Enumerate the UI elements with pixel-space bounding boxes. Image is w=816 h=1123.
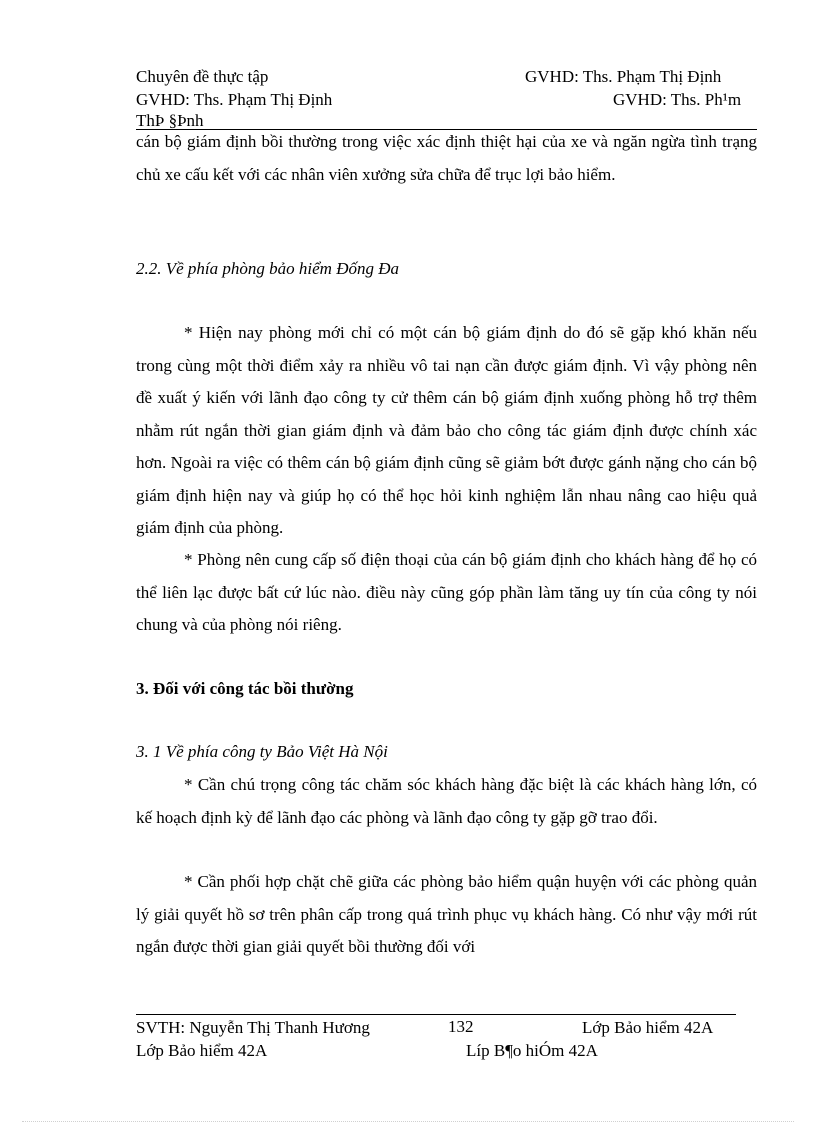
footer-class-garbled: Líp B¶o hiÓm 42A [466, 1041, 598, 1060]
page-edge-dotted-line [22, 1121, 794, 1122]
footer-rule [136, 1014, 736, 1015]
paragraph-2-2-phone: * Phòng nên cung cấp số điện thoại của cán bộ giám định cho khách hàng để họ có thể liên lạc được bất cứ lúc nào. điều này cũng góp phần làm tăng uy tín của công ty nói chung và của phòng nói riêng. [136, 550, 757, 634]
header-advisor-left: GVHD: Ths. Phạm Thị Định [136, 90, 333, 109]
header-advisor-right-garbled: GVHD: Ths. Ph¹m [613, 90, 742, 109]
header-topic: Chuyên đề thực tập [136, 67, 269, 86]
heading-section-2-2: 2.2. Về phía phòng bảo hiểm Đống Đa [136, 259, 400, 278]
paragraph-3-1-customer-care: * Cần chú trọng công tác chăm sóc khách hàng đặc biệt là các khách hàng lớn, có kế hoạch định kỳ để lãnh đạo các phòng và lãnh đạo công ty gặp gỡ trao đổi. [136, 775, 757, 827]
heading-section-3: 3. Đối với công tác bồi thường [136, 679, 354, 698]
paragraph-2-2-staffing: * Hiện nay phòng mới chỉ có một cán bộ giám định do đó sẽ gặp khó khăn nếu trong cùng một thời điểm xảy ra nhiều vô tai nạn cần được giám định. Vì vậy phòng nên đề xuất ý kiến với lãnh đạo công ty cử thêm cán bộ giám định xuống phòng hỗ trợ thêm nhằm rút ngắn thời gian giám định và đảm bảo cho công tác giám định được chính xác hơn. Ngoài ra việc có thêm cán bộ giám định cũng sẽ giảm bớt được gánh nặng cho cán bộ giám định hiện nay và giúp họ có thể học hỏi kinh nghiệm lẫn nhau nâng cao hiệu quả giám định của phòng. [136, 323, 757, 537]
footer-page-number: 132 [448, 1017, 474, 1036]
paragraph-3-1-coordination: * Cần phối hợp chặt chẽ giữa các phòng bảo hiểm quận huyện với các phòng quản lý giải quyết hồ sơ trên phân cấp trong quá trình phục vụ khách hàng. Có như vậy mới rút ngắn được thời gian giải quyết bồi thường đối với [136, 872, 757, 956]
heading-section-3-1: 3. 1 Về phía công ty Bảo Việt Hà Nội [136, 742, 388, 761]
footer-class-right: Lớp Bảo hiểm 42A [582, 1018, 714, 1037]
header-advisor-name-garbled: ThÞ §Þnh [136, 111, 204, 130]
header-advisor-right: GVHD: Ths. Phạm Thị Định [525, 67, 722, 86]
paragraph-intro: cán bộ giám định bồi thường trong việc xác định thiệt hại của xe và ngăn ngừa tình trạng chủ xe cấu kết với các nhân viên xưởng sửa chữa để trục lợi bảo hiểm. [136, 132, 757, 184]
footer-class-left: Lớp Bảo hiểm 42A [136, 1041, 268, 1060]
footer-student-name: SVTH: Nguyễn Thị Thanh Hương [136, 1018, 370, 1037]
